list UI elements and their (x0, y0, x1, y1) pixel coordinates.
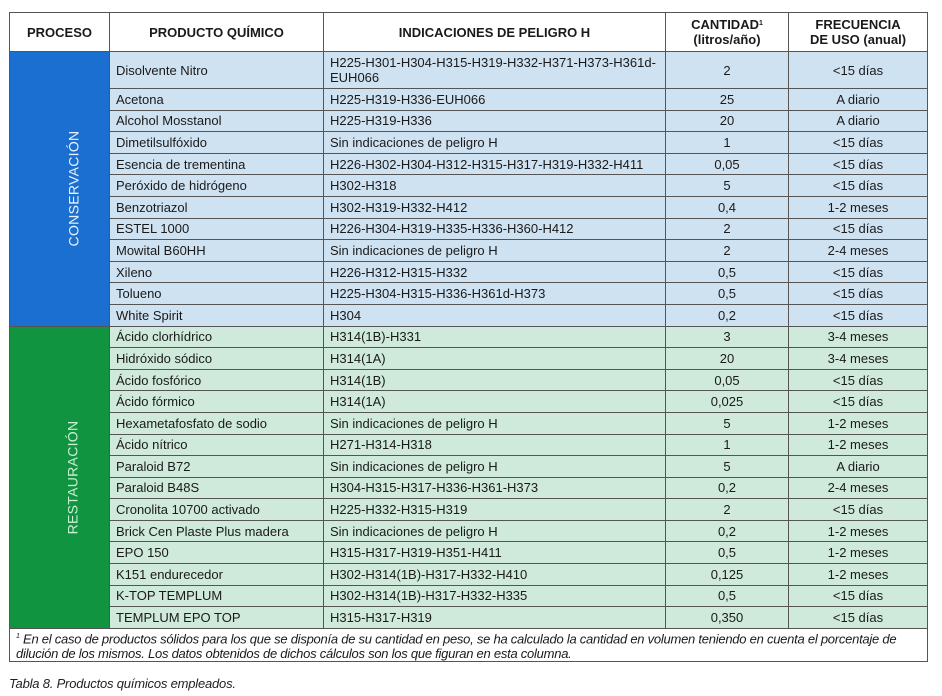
frequency-cell: 2-4 meses (789, 477, 928, 499)
quantity-cell: 1 (666, 434, 789, 456)
table-row (10, 456, 928, 478)
table-row (10, 607, 928, 629)
frequency-cell: 1-2 meses (789, 542, 928, 564)
product-cell: Tolueno (110, 283, 324, 305)
process-cell (10, 326, 110, 628)
table-row (10, 89, 928, 111)
product-cell: Hidróxido sódico (110, 348, 324, 370)
quantity-cell: 0,5 (666, 542, 789, 564)
table-row (10, 564, 928, 586)
product-cell: Benzotriazol (110, 196, 324, 218)
frequency-cell: <15 días (789, 283, 928, 305)
product-cell: Paraloid B72 (110, 456, 324, 478)
hazard-cell: H226-H302-H304-H312-H315-H317-H319-H332-H411 (324, 153, 666, 175)
product-cell: Hexametafosfato de sodio (110, 412, 324, 434)
table-row (10, 240, 928, 262)
quantity-cell: 5 (666, 175, 789, 197)
quantity-cell: 2 (666, 240, 789, 262)
quantity-cell: 0,05 (666, 369, 789, 391)
table-caption: Tabla 8. Productos químicos empleados. (9, 676, 236, 691)
frequency-cell: A diario (789, 89, 928, 111)
header-producto: PRODUCTO QUÍMICO (110, 13, 324, 52)
table-row (10, 110, 928, 132)
header-indicaciones: INDICACIONES DE PELIGRO H (324, 13, 666, 52)
table-row (10, 585, 928, 607)
product-cell: Alcohol Mosstanol (110, 110, 324, 132)
table-row (10, 132, 928, 154)
quantity-cell: 0,2 (666, 520, 789, 542)
header-cantidad-title: CANTIDAD (691, 17, 759, 32)
hazard-cell: H315-H317-H319-H351-H411 (324, 542, 666, 564)
product-cell: Paraloid B48S (110, 477, 324, 499)
product-cell: Cronolita 10700 activado (110, 499, 324, 521)
quantity-cell: 1 (666, 132, 789, 154)
footnote-row (10, 628, 928, 661)
quantity-cell: 0,5 (666, 283, 789, 305)
frequency-cell: <15 días (789, 218, 928, 240)
product-cell: TEMPLUM EPO TOP (110, 607, 324, 629)
hazard-cell: H302-H319-H332-H412 (324, 196, 666, 218)
frequency-cell: <15 días (789, 261, 928, 283)
hazard-cell: H314(1A) (324, 391, 666, 413)
table-row (10, 520, 928, 542)
product-cell: K151 endurecedor (110, 564, 324, 586)
footnote-ref: 1 (758, 20, 763, 27)
hazard-cell: H302-H314(1B)-H317-H332-H410 (324, 564, 666, 586)
product-cell: Xileno (110, 261, 324, 283)
hazard-cell: H302-H314(1B)-H317-H332-H335 (324, 585, 666, 607)
header-row (10, 13, 928, 52)
footnote-mark: 1 (16, 632, 20, 640)
frequency-cell: 1-2 meses (789, 520, 928, 542)
quantity-cell: 2 (666, 52, 789, 89)
frequency-cell: A diario (789, 456, 928, 478)
quantity-cell: 20 (666, 348, 789, 370)
frequency-cell: 1-2 meses (789, 196, 928, 218)
quantity-cell: 3 (666, 326, 789, 348)
hazard-cell: H314(1B) (324, 369, 666, 391)
table-row (10, 542, 928, 564)
hazard-cell: H302-H318 (324, 175, 666, 197)
quantity-cell: 2 (666, 499, 789, 521)
frequency-cell: <15 días (789, 499, 928, 521)
product-cell: K-TOP TEMPLUM (110, 585, 324, 607)
frequency-cell: <15 días (789, 132, 928, 154)
hazard-cell: H225-H301-H304-H315-H319-H332-H371-H373-H361d-EUH066 (324, 52, 666, 89)
header-frecuencia-line1: FRECUENCIA (815, 17, 901, 32)
product-cell: Acetona (110, 89, 324, 111)
frequency-cell: 1-2 meses (789, 434, 928, 456)
table-row (10, 412, 928, 434)
table-row (10, 283, 928, 305)
frequency-cell: <15 días (789, 369, 928, 391)
quantity-cell: 2 (666, 218, 789, 240)
table-row (10, 348, 928, 370)
frequency-cell: <15 días (789, 153, 928, 175)
hazard-cell: H225-H319-H336 (324, 110, 666, 132)
quantity-cell: 0,5 (666, 261, 789, 283)
product-cell: Ácido clorhídrico (110, 326, 324, 348)
hazard-cell: H314(1A) (324, 348, 666, 370)
quantity-cell: 5 (666, 456, 789, 478)
table-row (10, 261, 928, 283)
table-row (10, 196, 928, 218)
product-cell: Esencia de trementina (110, 153, 324, 175)
hazard-cell: H225-H319-H336-EUH066 (324, 89, 666, 111)
hazard-cell: H226-H304-H319-H335-H336-H360-H412 (324, 218, 666, 240)
frequency-cell: 3-4 meses (789, 326, 928, 348)
table-row (10, 218, 928, 240)
header-proceso: PROCESO (10, 13, 110, 52)
frequency-cell: <15 días (789, 607, 928, 629)
product-cell: Ácido fórmico (110, 391, 324, 413)
product-cell: White Spirit (110, 304, 324, 326)
product-cell: Disolvente Nitro (110, 52, 324, 89)
header-cantidad-unit: (litros/año) (693, 32, 761, 47)
product-cell: Peróxido de hidrógeno (110, 175, 324, 197)
quantity-cell: 25 (666, 89, 789, 111)
table-row (10, 52, 928, 89)
table-row (10, 326, 928, 348)
quantity-cell: 0,350 (666, 607, 789, 629)
hazard-cell: H225-H332-H315-H319 (324, 499, 666, 521)
table-row (10, 499, 928, 521)
frequency-cell: <15 días (789, 175, 928, 197)
hazard-cell: Sin indicaciones de peligro H (324, 412, 666, 434)
table-row (10, 175, 928, 197)
quantity-cell: 0,025 (666, 391, 789, 413)
product-cell: Dimetilsulfóxido (110, 132, 324, 154)
product-cell: EPO 150 (110, 542, 324, 564)
hazard-cell: Sin indicaciones de peligro H (324, 240, 666, 262)
process-label: CONSERVACIÓN (65, 130, 82, 247)
hazard-cell: H225-H304-H315-H336-H361d-H373 (324, 283, 666, 305)
frequency-cell: <15 días (789, 391, 928, 413)
quantity-cell: 0,05 (666, 153, 789, 175)
header-frecuencia-line2: DE USO (anual) (809, 32, 907, 47)
process-label: RESTAURACIÓN (64, 420, 81, 535)
footnote (10, 628, 928, 661)
hazard-cell: H304-H315-H317-H336-H361-H373 (324, 477, 666, 499)
header-frecuencia (789, 13, 928, 52)
header-cantidad (666, 13, 789, 52)
product-cell: Ácido fosfórico (110, 369, 324, 391)
process-cell (10, 52, 110, 327)
hazard-cell: H314(1B)-H331 (324, 326, 666, 348)
frequency-cell: 3-4 meses (789, 348, 928, 370)
table-row (10, 477, 928, 499)
frequency-cell: 1-2 meses (789, 564, 928, 586)
hazard-cell: Sin indicaciones de peligro H (324, 520, 666, 542)
chemical-products-table (9, 12, 928, 662)
frequency-cell: A diario (789, 110, 928, 132)
table-body (10, 52, 928, 629)
quantity-cell: 0,125 (666, 564, 789, 586)
product-cell: Mowital B60HH (110, 240, 324, 262)
frequency-cell: <15 días (789, 585, 928, 607)
frequency-cell: <15 días (789, 52, 928, 89)
table-row (10, 369, 928, 391)
quantity-cell: 5 (666, 412, 789, 434)
table-row (10, 153, 928, 175)
hazard-cell: H226-H312-H315-H332 (324, 261, 666, 283)
table-row (10, 434, 928, 456)
hazard-cell: H271-H314-H318 (324, 434, 666, 456)
quantity-cell: 0,5 (666, 585, 789, 607)
hazard-cell: H304 (324, 304, 666, 326)
quantity-cell: 0,4 (666, 196, 789, 218)
frequency-cell: 2-4 meses (789, 240, 928, 262)
quantity-cell: 0,2 (666, 477, 789, 499)
product-cell: ESTEL 1000 (110, 218, 324, 240)
frequency-cell: <15 días (789, 304, 928, 326)
hazard-cell: Sin indicaciones de peligro H (324, 132, 666, 154)
footnote-text: En el caso de productos sólidos para los que se disponía de su cantidad en peso, se ha calculado la cantidad en volumen teniendo en cuenta el porcentaje de dilución de los mismos. Los datos obtenidos de dichos cálculos son los que figuran en esta columna. (16, 631, 897, 662)
product-cell: Brick Cen Plaste Plus madera (110, 520, 324, 542)
frequency-cell: 1-2 meses (789, 412, 928, 434)
table-row (10, 304, 928, 326)
hazard-cell: Sin indicaciones de peligro H (324, 456, 666, 478)
table-row (10, 391, 928, 413)
quantity-cell: 20 (666, 110, 789, 132)
hazard-cell: H315-H317-H319 (324, 607, 666, 629)
product-cell: Ácido nítrico (110, 434, 324, 456)
quantity-cell: 0,2 (666, 304, 789, 326)
